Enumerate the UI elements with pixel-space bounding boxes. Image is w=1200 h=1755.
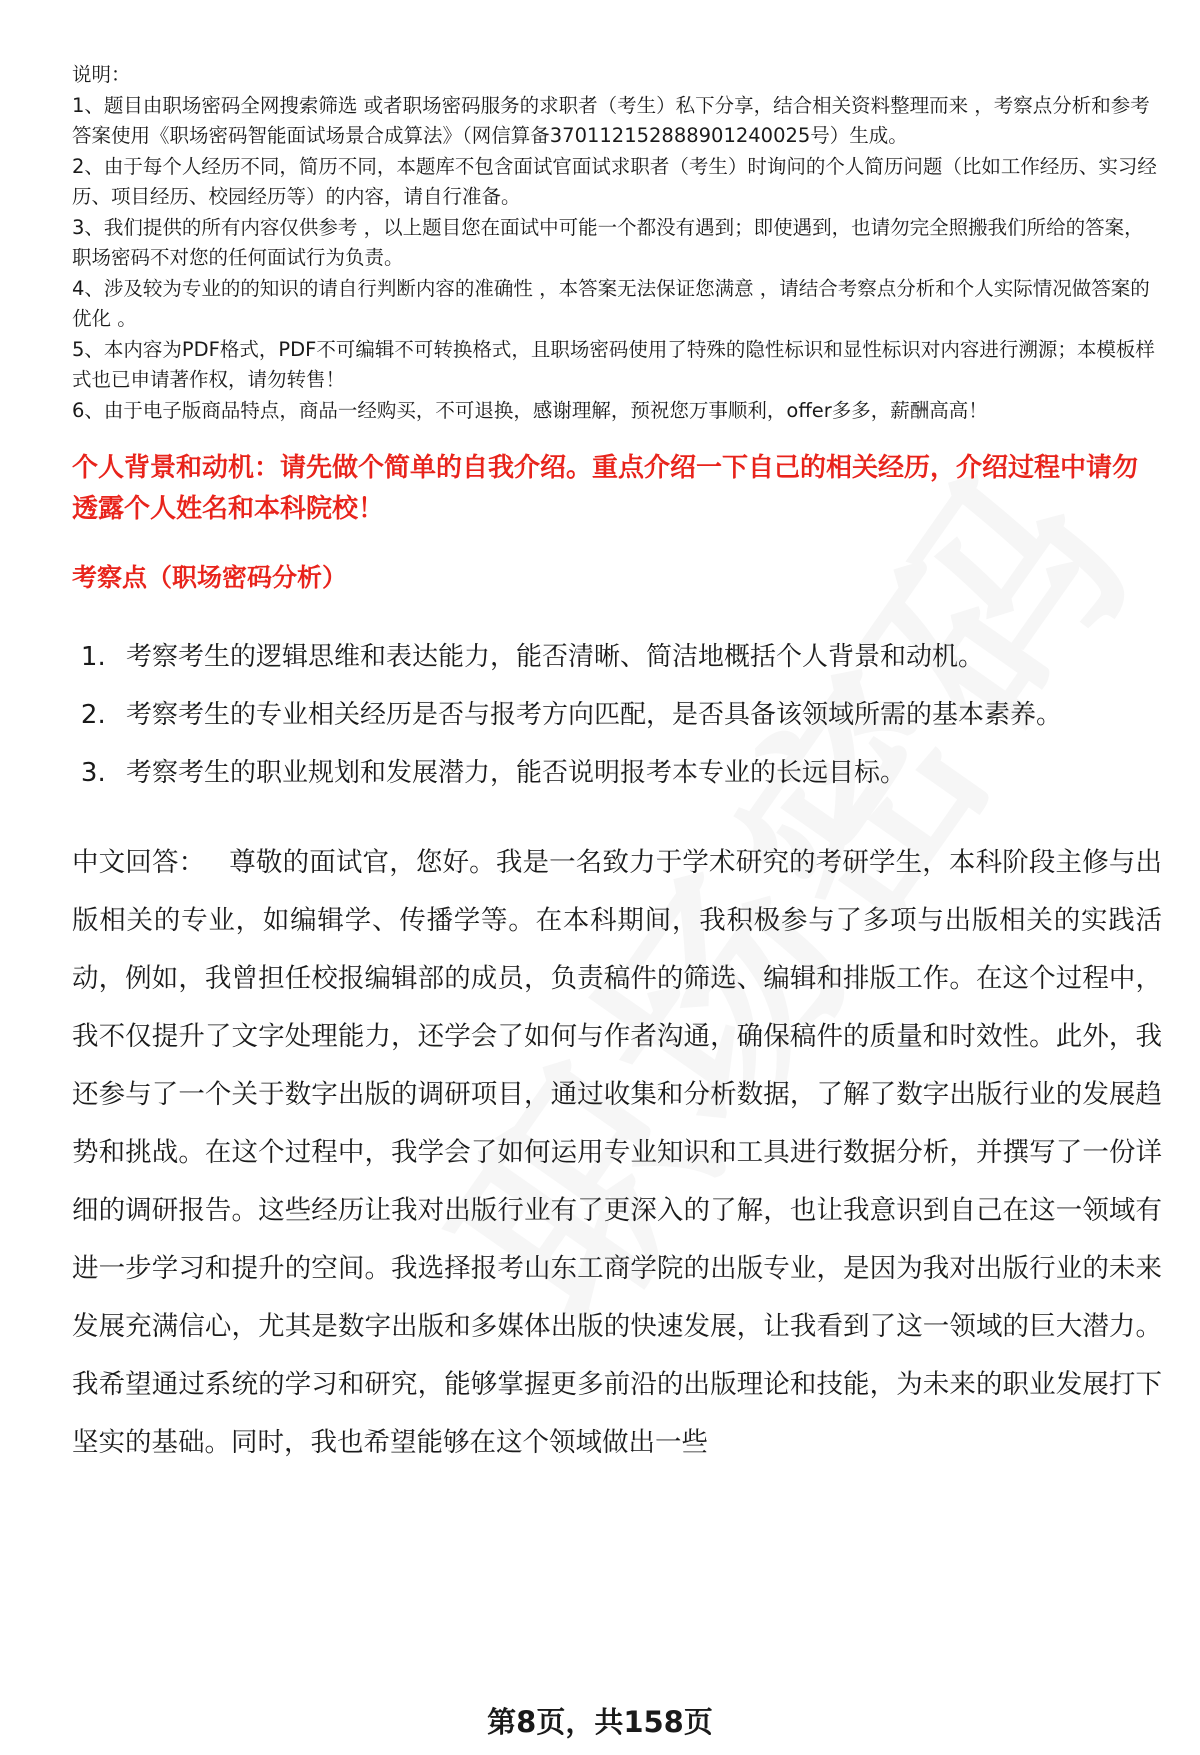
answer-label: 中文回答： <box>72 847 206 878</box>
analysis-points <box>72 628 1162 802</box>
question-heading: 个人背景和动机：请先做个简单的自我介绍。重点介绍一下自己的相关经历，介绍过程中请勿透露个人姓名和本科院校！ <box>72 453 1139 524</box>
note-item: 6、由于电子版商品特点，商品一经购买，不可退换，感谢理解，预祝您万事顺利，offer多多，薪酬高高！ <box>72 398 988 422</box>
note-item: 3、我们提供的所有内容仅供参考 ，以上题目您在面试中可能一个都没有遇到；即使遇到，也请勿完全照搬我们所给的答案，职场密码不对您的任何面试行为负责。 <box>72 215 1144 269</box>
analysis-title: 考察点（职场密码分析） <box>72 563 348 592</box>
answer-paragraph <box>72 834 1162 1472</box>
note-item: 5、本内容为PDF格式，PDF不可编辑不可转换格式，且职场密码使用了特殊的隐性标识和显性标识对内容进行溯源；本模板样式也已申请著作权，请勿转售！ <box>72 337 1155 391</box>
notes-heading: 说明： <box>72 63 131 86</box>
analysis-point: 2. 考察考生的专业相关经历是否与报考方向匹配，是否具备该领域所需的基本素养。 <box>114 686 1162 744</box>
analysis-point: 1. 考察考生的逻辑思维和表达能力，能否清晰、简洁地概括个人背景和动机。 <box>114 628 1162 686</box>
answer-text: 尊敬的面试官，您好。我是一名致力于学术研究的考研学生，本科阶段主修与出版相关的专业，如编辑学、传播学等。在本科期间，我积极参与了多项与出版相关的实践活动，例如，我曾担任校报编辑部的成员，负责稿件的筛选、编辑和排版工作。在这个过程中，我不仅提升了文字处理能力，还学会了如何与作者沟通，确保稿件的质量和时效性。此外，我还参与了一个关于数字出版的调研项目，通过收集和分析数据，了解了数字出版行业的发展趋势和挑战。在这个过程中，我学会了如何运用专业知识和工具进行数据分析，并撰写了一份详细的调研报告。这些经历让我对出版行业有了更深入的了解，也让我意识到自己在这一领域有进一步学习和提升的空间。我选择报考山东工商学院的出版专业，是因为我对出版行业的未来发展充满信心，尤其是数字出版和多媒体出版的快速发展，让我看到了这一领域的巨大潜力。我希望通过系统的学习和研究，能够掌握更多前沿的出版理论和技能，为未来的职业发展打下坚实的基础。同时，我也希望能够在这个领域做出一些 <box>72 847 1163 1458</box>
document-page <box>72 60 1162 1472</box>
note-item: 4、涉及较为专业的的知识的请自行判断内容的准确性 ，本答案无法保证您满意 ，请结合考察点分析和个人实际情况做答案的优化 。 <box>72 276 1150 330</box>
note-item: 1、题目由职场密码全网搜索筛选 或者职场密码服务的求职者（考生）私下分享，结合相关资料整理而来 ，考察点分析和参考答案使用《职场密码智能面试场景合成算法》（网信算备370112152888901240025号）生成。 <box>72 93 1150 147</box>
notes-section <box>72 60 1162 426</box>
note-item: 2、由于每个人经历不同，简历不同，本题库不包含面试官面试求职者（考生）时询问的个人简历问题（比如工作经历、实习经历、项目经历、校园经历等）的内容，请自行准备。 <box>72 154 1157 208</box>
page-number: 第8页，共158页 <box>487 1705 713 1739</box>
analysis-point: 3. 考察考生的职业规划和发展潜力，能否说明报考本专业的长远目标。 <box>114 744 1162 802</box>
